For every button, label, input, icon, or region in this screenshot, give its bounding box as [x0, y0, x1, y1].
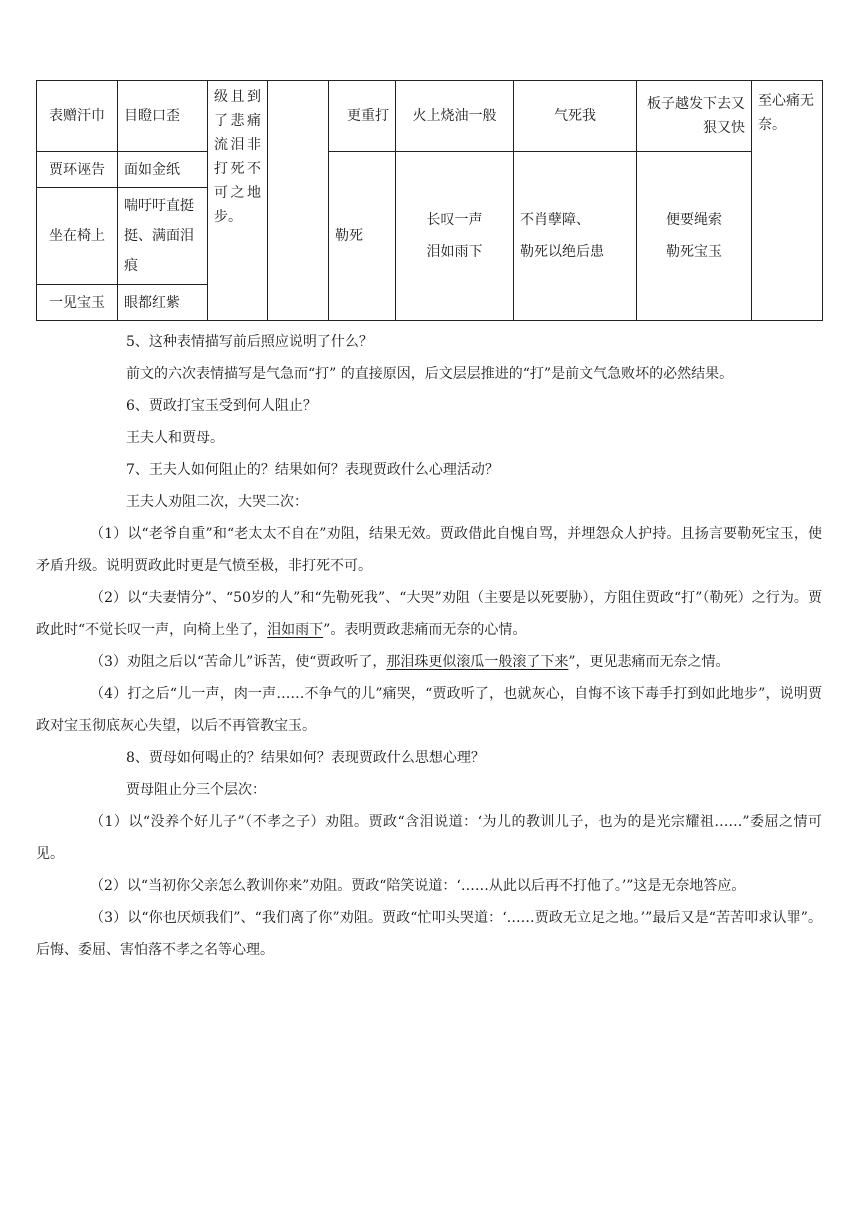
paragraph-text: ”。表明贾政悲痛而无奈的心情。 [323, 622, 527, 638]
table-cell: 火上烧油一般 [396, 81, 514, 152]
table-cell: 喘吁吁直挺挺、满面泪痕 [118, 188, 208, 285]
table-cell: 气死我 [514, 81, 637, 152]
table-cell: 勒死 [329, 152, 396, 321]
table-cell: 目瞪口歪 [118, 81, 208, 152]
table-cell: 级且到了悲痛流泪非打死不可之地步。 [208, 81, 268, 321]
underlined-quote: 泪如雨下 [267, 622, 324, 638]
document-body [36, 326, 822, 966]
subpoint-paragraph: （4）打之后“儿一声，肉一声……不争气的儿”痛哭，“贾政听了，也就灰心，自悔不该下毒手打到如此地步”，说明贾政对宝玉彻底灰心失望，以后不再管教宝玉。 [36, 686, 822, 734]
table-cell: 更重打 [329, 81, 396, 152]
subpoint-paragraph: （2）以“当初你父亲怎么教训你来”劝阻。贾政“陪笑说道：‘……从此以后再不打他了。’”这是无奈地答应。 [90, 878, 746, 894]
table-cell: 眼都红紫 [118, 285, 208, 321]
underlined-quote: 那泪珠更似滚瓜一般滚了下来 [386, 654, 569, 670]
table-cell: 至心痛无奈。 [752, 81, 823, 321]
table-cell: 表赠汗巾 [37, 81, 118, 152]
table-cell: 长叹一声 泪如雨下 [396, 152, 514, 321]
question-paragraph: 8、贾母如何喝止的？结果如何？表现贾政什么思想心理？ [126, 750, 485, 766]
answer-paragraph: 王夫人和贾母。 [126, 430, 224, 446]
question-paragraph: 7、王夫人如何阻止的？结果如何？表现贾政什么心理活动？ [126, 462, 499, 478]
table-cell: 坐在椅上 [37, 188, 118, 285]
question-paragraph: 6、贾政打宝玉受到何人阻止？ [126, 398, 317, 414]
subpoint-paragraph [36, 646, 822, 678]
table-cell-empty [268, 81, 329, 321]
table-cell: 面如金纸 [118, 152, 208, 188]
paragraph-text: ”，更见悲痛而无奈之情。 [568, 654, 730, 670]
table-cell: 不肖孽障、 勒死以绝后患 [514, 152, 637, 321]
expression-table [36, 80, 823, 321]
table-cell: 一见宝玉 [37, 285, 118, 321]
table-cell: 贾环诬告 [37, 152, 118, 188]
question-paragraph: 5、这种表情描写前后照应说明了什么？ [126, 334, 373, 350]
subpoint-paragraph: （1）以“老爷自重”和“老太太不自在”劝阻，结果无效。贾政借此自愧自骂，并埋怨众人护持。且扬言要勒死宝玉，使矛盾升级。说明贾政此时更是气愤至极，非打死不可。 [36, 526, 822, 574]
answer-paragraph: 前文的六次表情描写是气急而“打” 的直接原因，后文层层推进的“打”是前文气急败坏的必然结果。 [126, 366, 734, 382]
paragraph-text: （3）劝阻之后以“苦命儿”诉苦，使“贾政听了， [90, 654, 387, 670]
subpoint-paragraph: （3）以“你也厌烦我们”、“我们离了你”劝阻。贾政“忙叩头哭道：‘……贾政无立足之地。’”最后又是“苦苦叩求认罪”。 后悔、委屈、害怕落不孝之名等心理。 [36, 910, 822, 958]
table-cell: 板子越发下去又狠又快 [637, 81, 752, 152]
answer-paragraph: 王夫人劝阻二次，大哭二次： [126, 494, 308, 510]
table-cell: 便要绳索 勒死宝玉 [637, 152, 752, 321]
subpoint-paragraph: （1）以“没养个好儿子”（不孝之子）劝阻。贾政“含泪说道：‘为儿的教训儿子，也为的是光宗耀祖……”委屈之情可见。 [36, 814, 822, 862]
answer-paragraph: 贾母阻止分三个层次： [126, 782, 266, 798]
subpoint-paragraph [36, 582, 822, 646]
paragraph-text: （2）以“夫妻情分”、“50岁的人”和“先勒死我”、“大哭”劝阻（主要是以死要胁），方阻住贾政“打”（勒死）之行为。贾政此时“不觉长叹一声，向椅上坐了， [36, 590, 822, 638]
